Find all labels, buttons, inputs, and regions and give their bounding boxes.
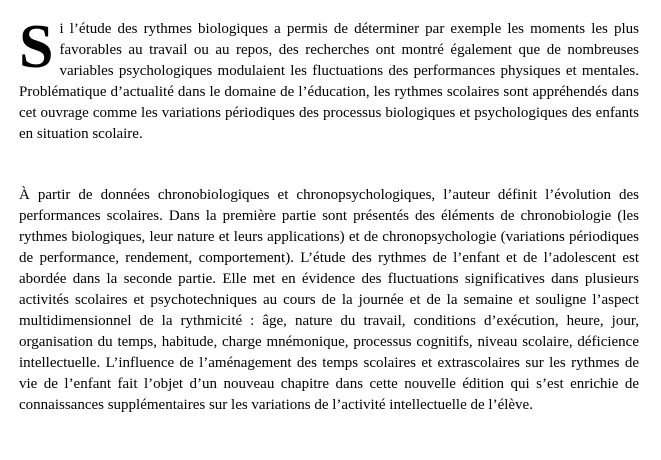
document-page (19, 13, 639, 416)
drop-cap-letter: S (19, 13, 54, 81)
body-paragraph: À partir de données chronobiologiques et chronopsychologiques, l’auteur définit l’évolution des performances scolaires. Dans la première partie sont présentés des éléments de chronobiologie (les rythmes biologiques, leur nature et leurs applications) et de chronopsychologie (variations périodiques de performance, rendement, comportement). L’étude des rythmes de l’enfant et de l’adolescent est abordée dans la seconde partie. Elle met en évidence des fluctuations significatives dans plusieurs activités scolaires et psychotechniques au cours de la journée et de la semaine et souligne l’aspect multidimensionnel de la rythmicité : âge, nature du travail, conditions d’exécution, heure, jour, organisation du temps, habitude, charge mnémonique, processus cognitifs, niveau scolaire, déficience intellectuelle. L’influence de l’aménagement des temps scolaires et extrascolaires sur les rythmes de vie de l’enfant fait l’objet d’un nouveau chapitre dans cette nouvelle édition qui s’est enrichie de connaissances supplémentaires sur les variations de l’activité intellectuelle de l’élève. (19, 187, 639, 413)
intro-paragraph (19, 13, 639, 145)
intro-paragraph-text: i l’étude des rythmes biologiques a permis de déterminer par exemple les moments les plus favorables au travail ou au repos, des recherches ont montré également que de nombreuses variables psychologiques modulaient les fluctuations des performances physiques et mentales. Problématique d’actualité dans le domaine de l’éducation, les rythmes scolaires sont appréhendés dans cet ouvrage comme les variations périodiques des processus biologiques et psychologiques des enfants en situation scolaire. (19, 21, 639, 142)
